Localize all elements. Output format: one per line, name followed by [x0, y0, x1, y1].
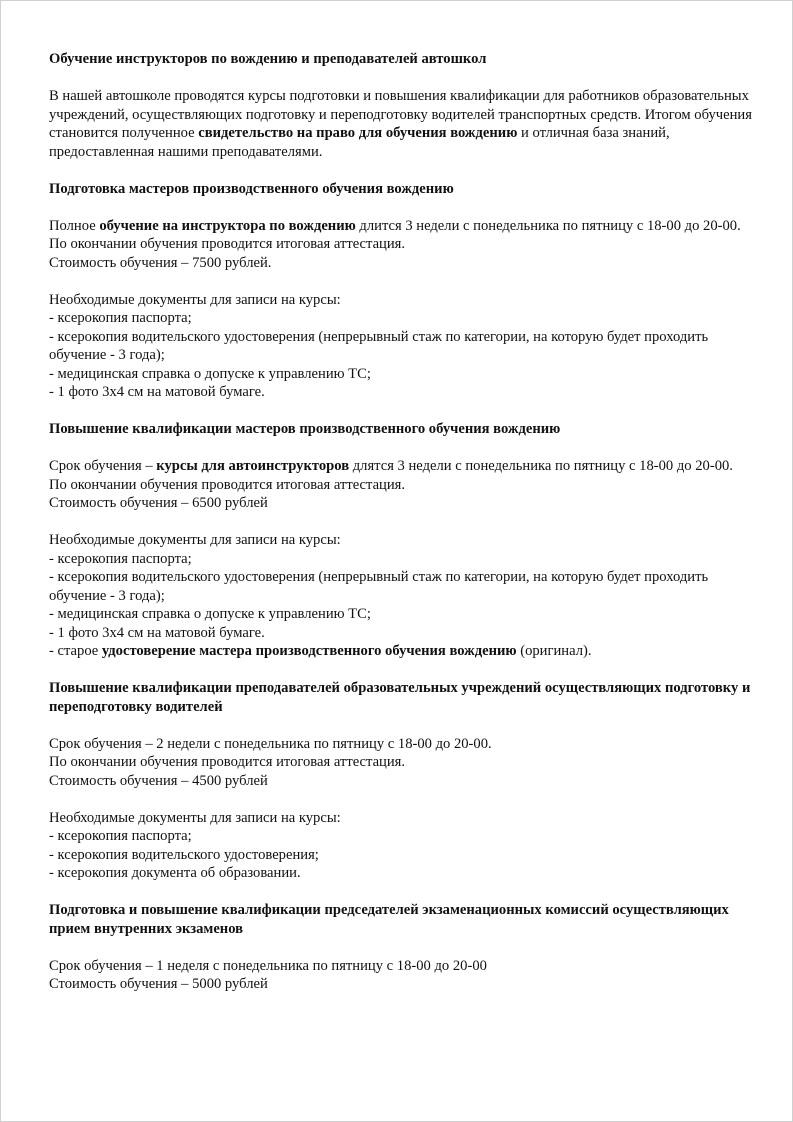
intro-paragraph: [49, 87, 754, 161]
duration-text-end: длится 3 недели с понедельника по пятницу с 18-00 до 20-00.: [355, 217, 741, 234]
cost-text: Стоимость обучения – 4500 рублей: [49, 772, 268, 789]
duration-text-start: Полное: [49, 217, 100, 234]
docs-title: Необходимые документы для записи на курсы:: [49, 532, 341, 548]
section-heading: Повышение квалификации преподавателей образовательных учреждений осуществляющих подготовку и переподготовку водителей: [49, 680, 751, 715]
exam-text: По окончании обучения проводится итоговая аттестация.: [49, 754, 406, 770]
duration-text-start: Срок обучения –: [49, 458, 157, 474]
doc-item: - ксерокопия водительского удостоверения (непрерывный стаж по категории, на которую будет проходить обучение - 3 года);: [49, 328, 709, 363]
doc-item: - медицинская справка о допуске к управлению ТС;: [49, 365, 371, 382]
doc-item: - ксерокопия паспорта;: [49, 310, 192, 326]
exam-text: По окончании обучения проводится итоговая аттестация.: [49, 476, 406, 493]
section-heading: Подготовка мастеров производственного обучения вождению: [49, 180, 454, 197]
duration-text-end: длятся 3 недели с понедельника по пятницу с 18-00 до 20-00.: [349, 458, 733, 474]
doc-item: - ксерокопия документа об образовании.: [49, 865, 301, 881]
duration-text: [49, 217, 754, 236]
docs-title: Необходимые документы для записи на курсы:: [49, 291, 341, 308]
doc-item: - медицинская справка о допуске к управлению ТС;: [49, 606, 371, 622]
document-content: [49, 50, 754, 994]
section-heading: Повышение квалификации мастеров производственного обучения вождению: [49, 421, 561, 437]
exam-text: По окончании обучения проводится итоговая аттестация.: [49, 236, 406, 252]
cost-text: Стоимость обучения – 6500 рублей: [49, 495, 268, 511]
duration-text: [49, 457, 754, 476]
doc-item: - ксерокопия водительского удостоверения;: [49, 846, 319, 863]
doc-item-end: (оригинал).: [516, 643, 592, 659]
doc-item-highlight: удостоверение мастера производственного обучения вождению: [101, 643, 517, 659]
doc-item: [49, 642, 754, 661]
duration-text: Срок обучения – 2 недели с понедельника по пятницу с 18-00 до 20-00.: [49, 735, 492, 752]
intro-text-end: и отличная база знаний, предоставленная нашими преподавателями.: [49, 125, 670, 160]
doc-item: - ксерокопия водительского удостоверения (непрерывный стаж по категории, на которую будет проходить обучение - 3 года);: [49, 569, 709, 604]
docs-title: Необходимые документы для записи на курсы:: [49, 809, 341, 826]
duration-highlight: обучение на инструктора по вождению: [99, 217, 356, 234]
duration-text: Срок обучения – 1 неделя с понедельника по пятницу с 18-00 до 20-00: [49, 957, 487, 974]
cost-text: Стоимость обучения – 5000 рублей: [49, 976, 268, 992]
intro-highlight: свидетельство на право для обучения вождению: [198, 125, 518, 141]
cost-text: Стоимость обучения – 7500 рублей.: [49, 254, 272, 271]
duration-highlight: курсы для автоинструкторов: [156, 458, 350, 474]
section-heading: Подготовка и повышение квалификации председателей экзаменационных комиссий осуществляющих прием внутренних экзаменов: [49, 902, 729, 937]
doc-item: - 1 фото 3х4 см на матовой бумаге.: [49, 624, 265, 641]
intro-text: В нашей автошколе проводятся курсы подготовки и повышения квалификации для работников образовательных учреждений, осуществляющих подготовку и переподготовку водителей транспортных средств. Итогом обучения становится полученное: [49, 88, 752, 141]
doc-item-start: - старое: [49, 643, 102, 659]
doc-item: - ксерокопия паспорта;: [49, 828, 192, 844]
section-heading: Обучение инструкторов по вождению и преподавателей автошкол: [49, 51, 487, 67]
doc-item: - 1 фото 3х4 см на матовой бумаге.: [49, 384, 265, 400]
doc-item: - ксерокопия паспорта;: [49, 550, 192, 567]
